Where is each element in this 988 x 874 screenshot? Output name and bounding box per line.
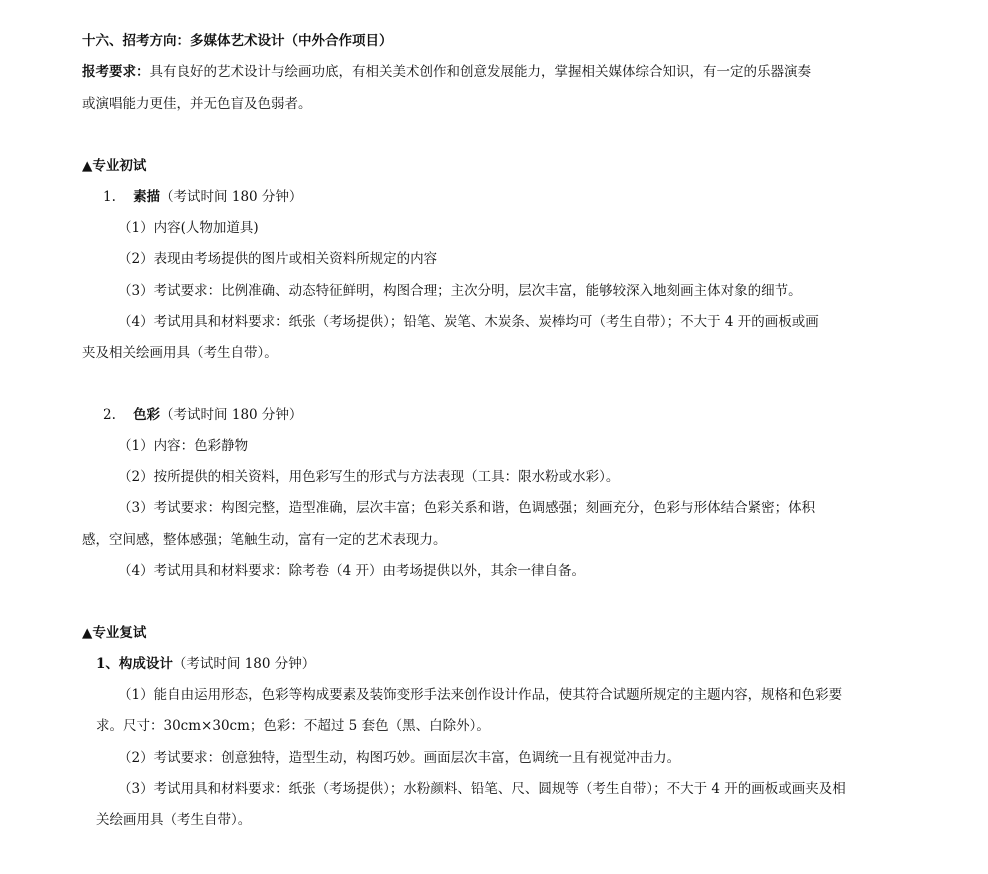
color-item: （3）考试要求：构图完整，造型准确，层次丰富；色彩关系和谐，色调感强；刻画充分，色彩与形体结合紧密；体积 (118, 500, 816, 516)
requirement-line-2: 或演唱能力更佳，并无色盲及色弱者。 (82, 96, 312, 112)
composition-item-continuation: 关绘画用具（考生自带）。 (96, 812, 252, 828)
color-item: （2）按所提供的相关资料，用色彩写生的形式与方法表现（工具：限水粉或水彩）。 (118, 469, 620, 485)
color-item-continuation: 感，空间感，整体感强；笔触生动，富有一定的艺术表现力。 (82, 532, 447, 548)
color-item: （4）考试用具和材料要求：除考卷（4 开）由考场提供以外，其余一律自备。 (118, 563, 585, 579)
sketch-item: （1）内容(人物加道具) (118, 220, 259, 236)
sketch-item: （4）考试用具和材料要求：纸张（考场提供）；铅笔、炭笔、木炭条、炭棒均可（考生自带）；不大于 4 开的画板或画 (118, 314, 819, 330)
sketch-item: （2）表现由考场提供的图片或相关资料所规定的内容 (118, 251, 438, 267)
color-time: （考试时间 180 分钟） (160, 407, 303, 423)
composition-item: （1）能自由运用形态，色彩等构成要素及装饰变形手法来创作设计作品，使其符合试题所规定的主题内容，规格和色彩要 (118, 687, 843, 703)
composition-name: 1、构成设计 (96, 656, 173, 672)
section-heading: 十六、招考方向：多媒体艺术设计（中外合作项目） (82, 33, 393, 49)
composition-item: （3）考试用具和材料要求：纸张（考场提供）；水粉颜料、铅笔、尺、圆规等（考生自带）；不大于 4 开的画板或画夹及相 (118, 781, 846, 797)
preliminary-title: ▲专业初试 (82, 158, 147, 174)
requirement-text-1: 具有良好的艺术设计与绘画功底，有相关美术创作和创意发展能力，掌握相关媒体综合知识，有一定的乐器演奏 (149, 64, 811, 80)
requirement-line-1 (82, 63, 811, 81)
composition-item: （2）考试要求：创意独特，造型生动，构图巧妙。画面层次丰富，色调统一且有视觉冲击力。 (118, 750, 681, 766)
composition-time: （考试时间 180 分钟） (172, 656, 316, 672)
color-name: 色彩 (133, 407, 161, 423)
sketch-time: （考试时间 180 分钟） (160, 189, 303, 205)
retest-title: ▲专业复试 (82, 625, 147, 641)
composition-item-continuation: 求。尺寸：30cm×30cm；色彩：不超过 5 套色（黑、白除外）。 (96, 718, 490, 734)
color-item: （1）内容：色彩静物 (118, 438, 249, 454)
sketch-name: 素描 (133, 189, 161, 205)
sketch-item-continuation: 夹及相关绘画用具（考生自带）。 (82, 345, 278, 361)
color-number: 2. (103, 407, 116, 423)
sketch-heading (103, 188, 302, 206)
requirement-label: 报考要求： (82, 64, 150, 80)
composition-heading (96, 655, 315, 673)
sketch-number: 1. (103, 189, 116, 205)
color-heading (103, 406, 302, 424)
sketch-item: （3）考试要求：比例准确、动态特征鲜明，构图合理；主次分明，层次丰富，能够较深入地刻画主体对象的细节。 (118, 283, 802, 299)
